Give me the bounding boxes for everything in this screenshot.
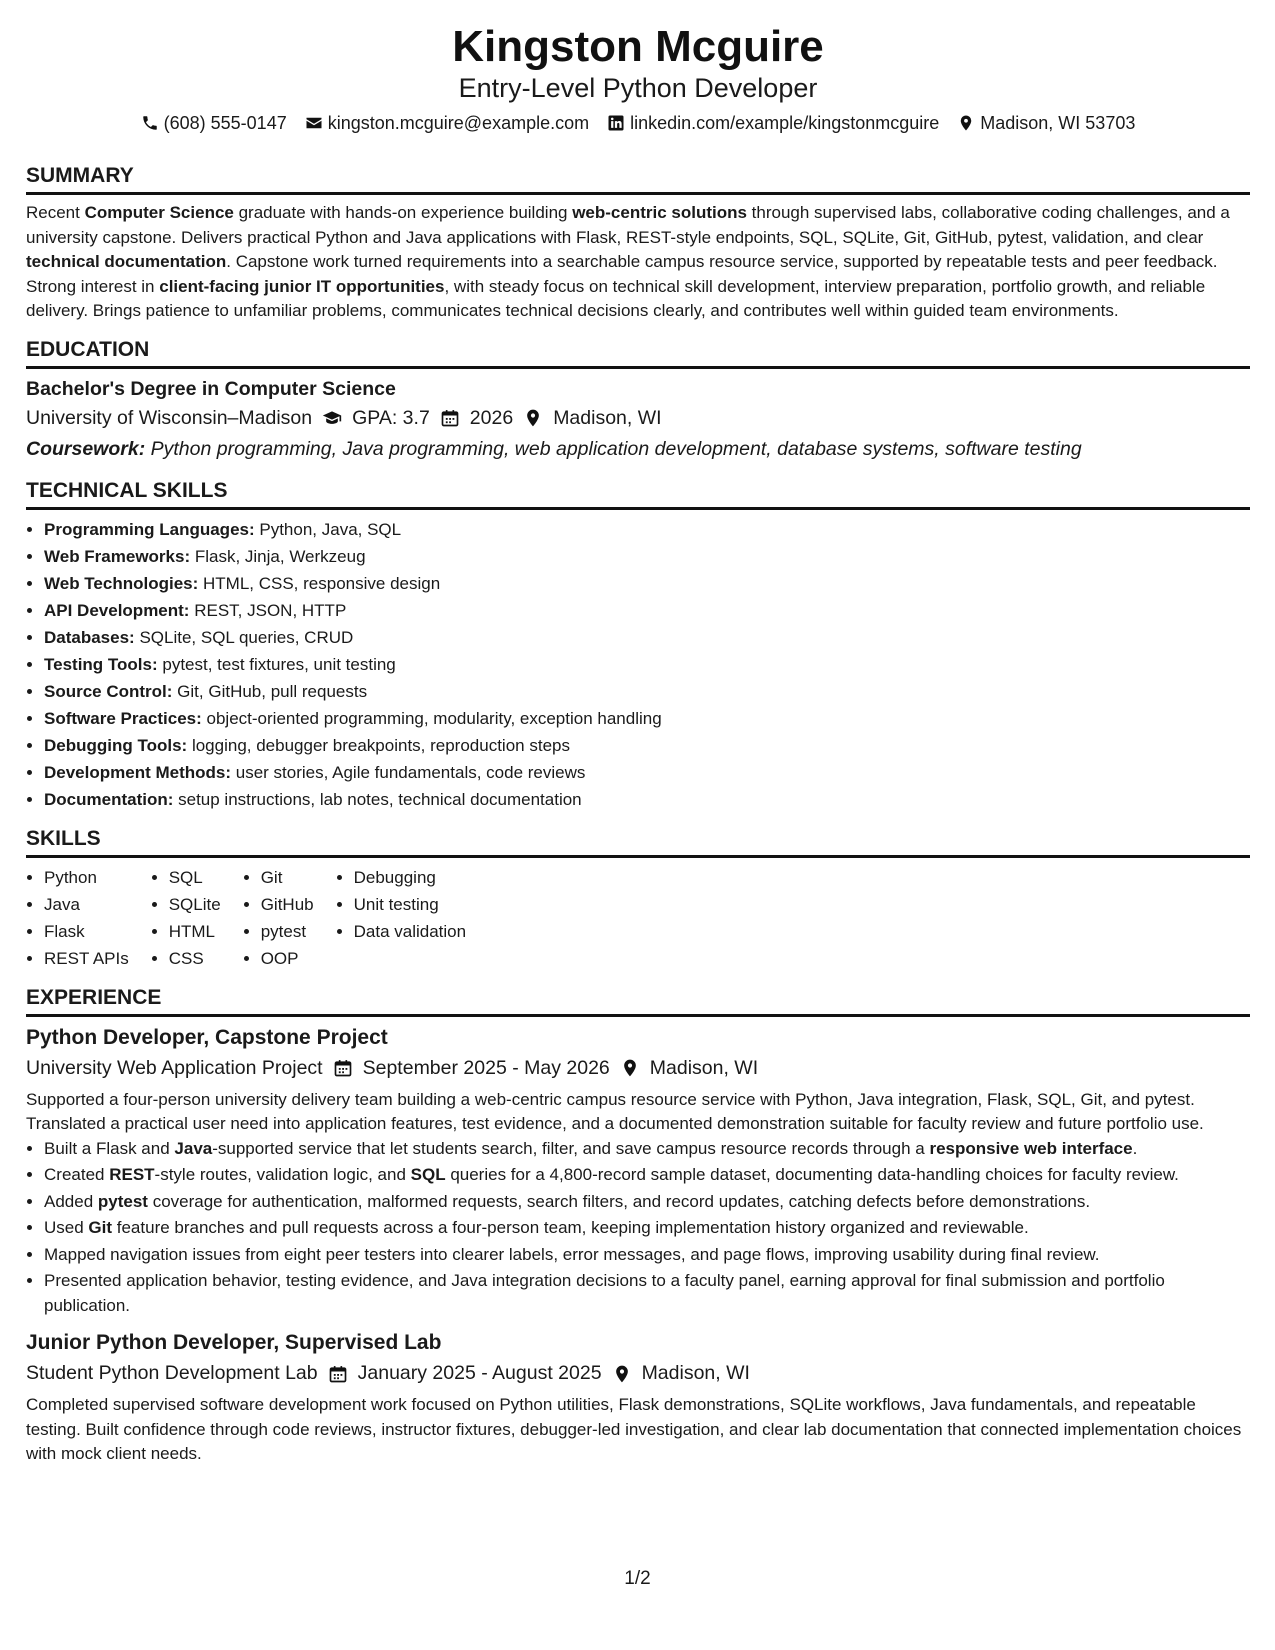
skill-values: setup instructions, lab notes, technical documentation xyxy=(173,789,582,809)
education-section xyxy=(26,336,1250,465)
map-pin-icon xyxy=(957,114,975,132)
job-dates: September 2025 - May 2026 xyxy=(362,1056,610,1079)
contact-location xyxy=(957,110,1135,136)
degree-title: Bachelor's Degree in Computer Science xyxy=(26,377,396,400)
text-run: Built a Flask and xyxy=(44,1138,175,1158)
skill-category: Source Control: xyxy=(44,681,173,701)
skills-column xyxy=(151,864,221,972)
job-entry xyxy=(26,1023,1250,1319)
skill-values: Git, GitHub, pull requests xyxy=(172,681,368,701)
job-bullets xyxy=(26,1137,1250,1319)
text-run: Mapped navigation issues from eight peer testers into clearer labels, error messages, and page flows, improving usability during final review. xyxy=(44,1244,1100,1264)
calendar-icon xyxy=(333,1058,353,1078)
bold-text: pytest xyxy=(97,1191,148,1211)
job-organization: Student Python Development Lab xyxy=(26,1362,318,1384)
job-location: Madison, WI xyxy=(649,1056,759,1079)
text-run: , with steady focus on technical skill development, interview preparation, portfolio growth, and reliable delivery. Brings patience to unfamiliar problems, communicates technical decisions clearly, and contributes well within guided team environments. xyxy=(26,276,1206,320)
skill-item: • Python xyxy=(44,864,129,891)
linkedin-icon xyxy=(607,114,625,132)
skills-column xyxy=(243,864,314,972)
school-name: University of Wisconsin–Madison xyxy=(26,406,313,429)
bold-text: Java xyxy=(174,1138,213,1158)
job-bullet xyxy=(44,1269,1250,1318)
job-bullet xyxy=(44,1137,1250,1162)
technical-skill-item xyxy=(44,543,1250,570)
skill-category: Web Frameworks: xyxy=(44,546,191,566)
contact-bar xyxy=(26,110,1250,136)
skill-category: Documentation: xyxy=(44,789,174,809)
coursework-text: Python programming, Java programming, web application development, database systems, software testing xyxy=(145,437,1082,460)
text-run: . Capstone work turned requirements into a searchable campus resource service, supported by repeatable tests and peer feedback. Strong interest in xyxy=(26,252,1218,296)
skill-category: Programming Languages: xyxy=(44,519,255,539)
skill-item: • Java xyxy=(44,891,129,918)
text-run: queries for a 4,800-record sample dataset, documenting data-handling choices for faculty review. xyxy=(445,1165,1179,1184)
skill-item: • HTML xyxy=(169,918,221,945)
bold-text: SQL xyxy=(410,1165,446,1184)
skills-column xyxy=(26,864,129,972)
technical-skills-section xyxy=(26,477,1250,813)
coursework-label: Coursework: xyxy=(26,437,146,460)
technical-skill-item xyxy=(44,597,1250,624)
skills-heading: SKILLS xyxy=(26,825,1250,858)
text-run: Presented application behavior, testing evidence, and Java integration decisions to a faculty panel, earning approval for final submission and portfolio publication. xyxy=(44,1271,1165,1315)
skill-item: • SQL xyxy=(169,864,221,891)
envelope-icon xyxy=(305,114,323,132)
job-bullet xyxy=(44,1216,1250,1241)
bold-text: Computer Science xyxy=(84,203,234,222)
map-pin-icon xyxy=(620,1058,640,1078)
technical-skill-item xyxy=(44,759,1250,786)
summary-section xyxy=(26,162,1250,324)
skill-values: Python, Java, SQL xyxy=(254,519,402,539)
skill-item: • GitHub xyxy=(261,891,314,918)
text-run: coverage for authentication, malformed requests, search filters, and record updates, catching defects before demonstrations. xyxy=(147,1191,1091,1211)
skill-item: • REST APIs xyxy=(44,945,129,972)
job-meta xyxy=(26,1358,1250,1389)
bold-text: client-facing junior IT opportunities xyxy=(159,276,445,296)
job-bullet xyxy=(44,1163,1250,1188)
text-run: Created xyxy=(44,1165,110,1184)
graduation-cap-icon xyxy=(322,408,342,428)
job-meta xyxy=(26,1053,1250,1084)
skill-category: Debugging Tools: xyxy=(44,735,188,755)
education-heading: EDUCATION xyxy=(26,336,1250,369)
job-entry xyxy=(26,1328,1250,1467)
calendar-icon xyxy=(440,408,460,428)
text-run: . xyxy=(1132,1138,1138,1158)
text-run: through supervised labs, collaborative coding challenges, and a university capstone. Delivers practical Python and Java applications with Flask, REST-style endpoints, SQL, SQLite, Git, GitHub, pytest, validation, and clear xyxy=(26,203,1230,247)
text-run: graduate with hands-on experience building xyxy=(233,203,573,222)
job-organization: University Web Application Project xyxy=(26,1056,323,1079)
skill-item: • Flask xyxy=(44,918,129,945)
job-location: Madison, WI xyxy=(641,1362,750,1384)
skill-category: Testing Tools: xyxy=(44,654,158,674)
technical-skill-item xyxy=(44,570,1250,597)
technical-skill-item xyxy=(44,651,1250,678)
text-run: -style routes, validation logic, and xyxy=(154,1165,411,1184)
technical-skills-heading: TECHNICAL SKILLS xyxy=(26,477,1250,510)
bold-text: web-centric solutions xyxy=(572,203,747,222)
job-list xyxy=(26,1023,1250,1467)
experience-heading: EXPERIENCE xyxy=(26,984,1250,1017)
skills-column xyxy=(336,864,466,972)
skill-category: Development Methods: xyxy=(44,762,232,782)
calendar-icon xyxy=(328,1364,348,1384)
text-run: feature branches and pull requests across a four-person team, keeping implementation history organized and reviewable. xyxy=(112,1218,1029,1237)
contact-email[interactable] xyxy=(305,110,589,136)
bold-text: responsive web interface xyxy=(929,1138,1133,1158)
linkedin-text: linkedin.com/example/kingstonmcguire xyxy=(630,113,940,133)
skill-values: logging, debugger breakpoints, reproduction steps xyxy=(187,735,570,755)
skill-values: HTML, CSS, responsive design xyxy=(198,573,441,593)
candidate-role: Entry-Level Python Developer xyxy=(458,73,818,103)
graduation-year: 2026 xyxy=(469,406,514,429)
skill-values: Flask, Jinja, Werkzeug xyxy=(190,546,366,566)
coursework-line xyxy=(26,434,1250,465)
bold-text: Git xyxy=(88,1218,113,1237)
technical-skill-item xyxy=(44,516,1250,543)
technical-skill-item xyxy=(44,732,1250,759)
technical-skill-item xyxy=(44,678,1250,705)
experience-section xyxy=(26,984,1250,1467)
skill-values: REST, JSON, HTTP xyxy=(189,600,347,620)
map-pin-icon xyxy=(612,1364,632,1384)
technical-skill-item xyxy=(44,705,1250,732)
resume-page xyxy=(26,22,1250,1479)
skill-item: • SQLite xyxy=(169,891,221,918)
phone-text: (608) 555-0147 xyxy=(163,113,287,133)
summary-heading: SUMMARY xyxy=(26,162,1250,195)
map-pin-icon xyxy=(523,408,543,428)
job-bullet xyxy=(44,1190,1250,1215)
text-run: Used xyxy=(44,1218,89,1237)
summary-text xyxy=(26,201,1250,324)
text-run: -supported service that let students search, filter, and save campus resource records through a xyxy=(212,1138,930,1158)
text-run: Added xyxy=(44,1191,98,1211)
skill-category: Web Technologies: xyxy=(44,573,199,593)
contact-phone[interactable] xyxy=(141,110,287,136)
technical-skill-item xyxy=(44,786,1250,813)
skill-item: • Debugging xyxy=(354,864,466,891)
skill-category: Databases: xyxy=(44,627,135,647)
job-summary: Completed supervised software development work focused on Python utilities, Flask demonstrations, SQLite workflows, Java fundamentals, and repeatable testing. Built confidence through code reviews, instructor fixtures, debugger-led investigation, and clear lab documentation that connected implementation choices with mock client needs. xyxy=(26,1395,1242,1463)
gpa-text: GPA: 3.7 xyxy=(352,406,430,429)
bold-text: technical documentation xyxy=(26,252,227,271)
job-title: Python Developer, Capstone Project xyxy=(26,1025,388,1049)
email-text: kingston.mcguire@example.com xyxy=(327,113,590,133)
skills-grid xyxy=(26,864,1250,972)
candidate-name: Kingston Mcguire xyxy=(452,22,824,71)
skill-values: pytest, test fixtures, unit testing xyxy=(157,654,396,674)
page-indicator: 1/2 xyxy=(624,1568,651,1589)
bold-text: REST xyxy=(109,1165,155,1184)
skill-values: object-oriented programming, modularity, exception handling xyxy=(201,708,662,728)
skill-item: • pytest xyxy=(261,918,314,945)
phone-icon xyxy=(141,114,159,132)
skill-item: • CSS xyxy=(169,945,221,972)
skill-item: • Data validation xyxy=(354,918,466,945)
education-meta xyxy=(26,403,1250,434)
skill-item: • Unit testing xyxy=(354,891,466,918)
skill-values: SQLite, SQL queries, CRUD xyxy=(134,627,354,647)
contact-linkedin[interactable] xyxy=(607,110,939,136)
skill-values: user stories, Agile fundamentals, code reviews xyxy=(231,762,586,782)
job-dates: January 2025 - August 2025 xyxy=(357,1362,602,1384)
skill-category: Software Practices: xyxy=(44,708,202,728)
technical-skills-list xyxy=(26,516,1250,813)
job-title: Junior Python Developer, Supervised Lab xyxy=(26,1331,442,1354)
school-location: Madison, WI xyxy=(553,406,662,429)
skill-category: API Development: xyxy=(44,600,190,620)
text-run: Recent xyxy=(26,203,85,222)
location-text: Madison, WI 53703 xyxy=(980,113,1136,133)
job-bullet xyxy=(44,1243,1250,1268)
skills-section xyxy=(26,825,1250,972)
skill-item: • Git xyxy=(261,864,314,891)
technical-skill-item xyxy=(44,624,1250,651)
skill-item: • OOP xyxy=(261,945,314,972)
job-summary: Supported a four-person university delivery team building a web-centric campus resource service with Python, Java integration, Flask, SQL, Git, and pytest. Translated a practical user need into application features, test evidence, and a documented demonstration suitable for faculty review and future portfolio use. xyxy=(26,1089,1204,1133)
